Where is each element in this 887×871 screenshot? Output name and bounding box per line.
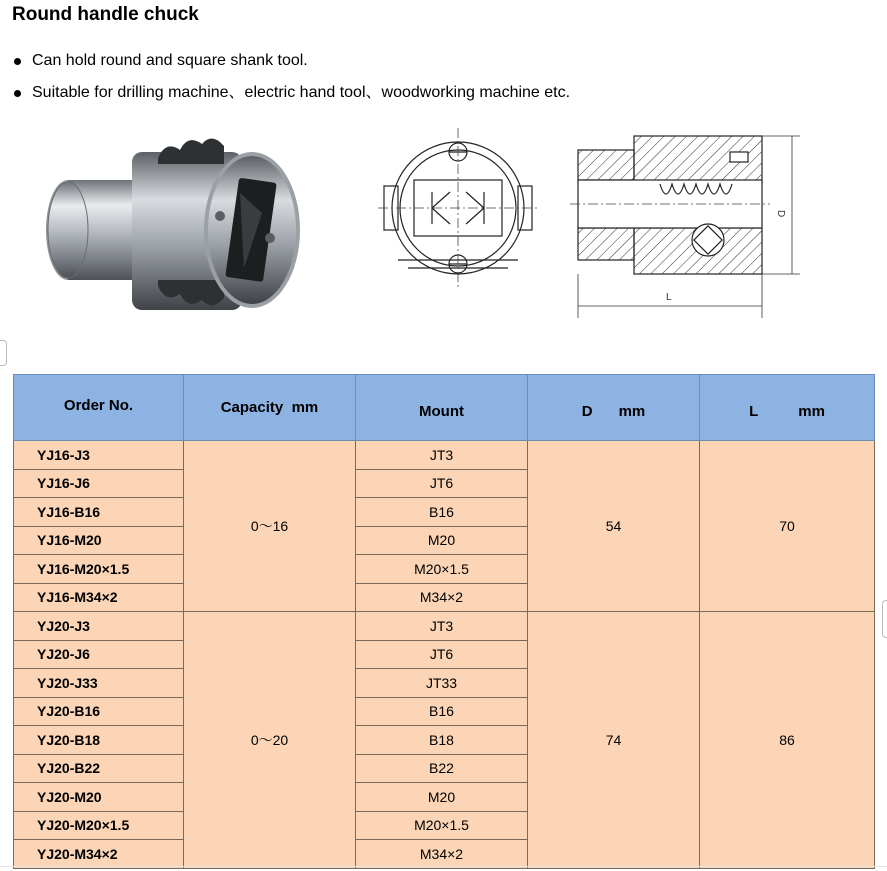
table-row <box>14 612 875 641</box>
capacity-header-unit: mm <box>291 399 319 416</box>
mount-cell: JT3 <box>356 441 528 470</box>
order-cell: YJ16-M20 <box>14 526 184 555</box>
order-cell: YJ20-B22 <box>14 754 184 783</box>
feature-text: Suitable for drilling machine、electric hand tool、woodworking machine etc. <box>32 84 571 101</box>
mount-cell: B16 <box>356 498 528 527</box>
bottom-divider <box>0 866 887 867</box>
section-view-drawing <box>570 128 800 318</box>
col-header-order: Order No. <box>14 375 184 441</box>
col-header-d <box>528 375 700 441</box>
feature-list <box>12 50 570 114</box>
table-header-row <box>14 375 875 441</box>
order-cell: YJ20-M34×2 <box>14 840 184 869</box>
mount-cell: M20×1.5 <box>356 811 528 840</box>
order-cell: YJ16-M20×1.5 <box>14 555 184 584</box>
front-view-drawing <box>378 128 538 288</box>
mount-cell: JT6 <box>356 469 528 498</box>
l-cell: 86 <box>700 612 875 869</box>
scroll-edge-marker-right <box>882 600 887 638</box>
order-cell: YJ20-B18 <box>14 726 184 755</box>
order-cell: YJ16-M34×2 <box>14 583 184 612</box>
order-cell: YJ20-J6 <box>14 640 184 669</box>
mount-cell: B18 <box>356 726 528 755</box>
mount-cell: JT6 <box>356 640 528 669</box>
d-header-label: D <box>581 403 593 420</box>
mount-cell: B22 <box>356 754 528 783</box>
dim-d-label: D <box>775 210 786 218</box>
dim-l-label: L <box>666 292 672 303</box>
order-cell: YJ20-J3 <box>14 612 184 641</box>
bullet-dot-icon <box>14 90 21 97</box>
order-cell: YJ20-J33 <box>14 669 184 698</box>
scroll-edge-marker <box>0 340 7 366</box>
capacity-cell: 0～16 <box>184 441 356 612</box>
l-cell: 70 <box>700 441 875 612</box>
mount-cell: M20 <box>356 526 528 555</box>
feature-item <box>12 82 570 114</box>
d-cell: 54 <box>528 441 700 612</box>
chuck-photo-image <box>40 118 306 328</box>
d-cell: 74 <box>528 612 700 869</box>
page-title: Round handle chuck <box>12 4 199 25</box>
order-cell: YJ20-M20 <box>14 783 184 812</box>
spec-table <box>13 374 875 869</box>
l-header-unit: mm <box>798 403 825 420</box>
mount-cell: M20×1.5 <box>356 555 528 584</box>
mount-cell: JT3 <box>356 612 528 641</box>
feature-item <box>12 50 570 82</box>
mount-cell: B16 <box>356 697 528 726</box>
table-row <box>14 441 875 470</box>
capacity-cell: 0～20 <box>184 612 356 869</box>
col-header-l <box>700 375 875 441</box>
d-header-unit: mm <box>618 403 646 420</box>
order-cell: YJ16-J6 <box>14 469 184 498</box>
capacity-header-label: Capacity <box>220 399 284 416</box>
mount-cell: M34×2 <box>356 840 528 869</box>
mount-cell: M20 <box>356 783 528 812</box>
order-cell: YJ16-B16 <box>14 498 184 527</box>
order-cell: YJ20-M20×1.5 <box>14 811 184 840</box>
col-header-mount: Mount <box>356 375 528 441</box>
order-cell: YJ16-J3 <box>14 441 184 470</box>
l-header-label: L <box>749 403 759 420</box>
mount-cell: M34×2 <box>356 583 528 612</box>
bullet-dot-icon <box>14 58 21 65</box>
mount-cell: JT33 <box>356 669 528 698</box>
order-cell: YJ20-B16 <box>14 697 184 726</box>
col-header-capacity <box>184 375 356 441</box>
feature-text: Can hold round and square shank tool. <box>32 52 308 69</box>
